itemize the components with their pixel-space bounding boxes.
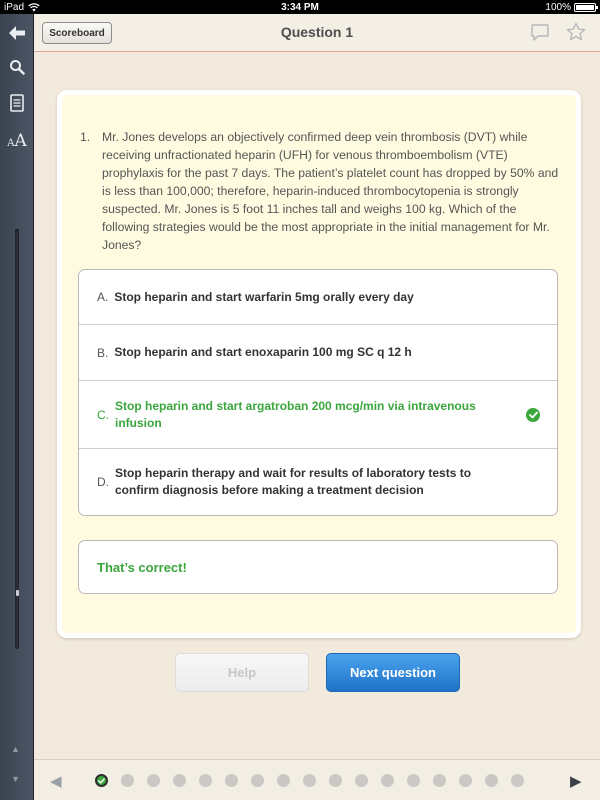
answer-letter: A. [97, 290, 109, 304]
progress-dot[interactable] [173, 774, 186, 787]
search-button[interactable] [0, 50, 34, 84]
search-icon [9, 59, 25, 75]
progress-dot[interactable] [407, 774, 420, 787]
progress-dot[interactable] [433, 774, 446, 787]
scroll-down-icon[interactable]: ▼ [11, 774, 20, 784]
scroll-up-icon[interactable]: ▲ [11, 744, 20, 754]
question-text: Mr. Jones develops an objectively confirmed deep vein thrombosis (DVT) while receiving unfractionated heparin (UFH) for venous thromboembolism (VTE) prophylaxis for the past 7 days. The patient’s platelet count has dropped by 50% and is less than 100,000; therefore, heparin-induced thrombocytopenia is strongly suspected. Mr. Jones is 5 foot 11 inches tall and weighs 100 kg. Which of the following strategies would be the most appropriate in the initial management for Mr. Jones? [102, 130, 559, 252]
progress-dot[interactable] [225, 774, 238, 787]
answer-option-c[interactable] [79, 381, 557, 449]
status-bar [0, 0, 600, 14]
font-small-label: A [7, 137, 15, 149]
progress-dot[interactable] [251, 774, 264, 787]
progress-dot[interactable] [277, 774, 290, 787]
back-button[interactable] [0, 16, 34, 50]
battery-percent: 100% [545, 1, 571, 13]
answer-letter: B. [97, 345, 109, 360]
battery-icon [574, 3, 596, 12]
answer-text: Stop heparin and start argatroban 200 mcg/min via intravenous infusion [115, 398, 476, 430]
scroll-track[interactable] [15, 229, 19, 649]
header [34, 14, 600, 52]
status-time: 3:34 PM [281, 1, 319, 13]
question-block [80, 128, 560, 254]
feedback-box [78, 540, 558, 594]
star-icon [566, 22, 586, 42]
answer-text: Stop heparin and start warfarin 5mg orally every day [114, 289, 414, 304]
progress-dot[interactable] [121, 774, 134, 787]
progress-dot[interactable] [381, 774, 394, 787]
next-arrow-icon[interactable]: ▶ [570, 773, 582, 790]
answer-letter: C. [97, 407, 109, 422]
progress-dot[interactable] [199, 774, 212, 787]
progress-dot[interactable] [329, 774, 342, 787]
status-right [545, 2, 596, 13]
answer-text: Stop heparin and start enoxaparin 100 mg SC q 12 h [114, 345, 412, 359]
question-navigator [34, 759, 600, 800]
sidebar [0, 14, 34, 800]
next-question-button[interactable]: Next question [326, 653, 460, 692]
font-size-button[interactable] [0, 124, 34, 158]
feedback-text: That’s correct! [97, 559, 187, 575]
answer-list [78, 269, 558, 516]
back-arrow-icon [8, 25, 26, 41]
progress-dot[interactable] [355, 774, 368, 787]
comment-icon [530, 22, 550, 42]
notes-button[interactable] [0, 86, 34, 120]
answer-option-b[interactable] [79, 325, 557, 381]
previous-arrow-icon[interactable]: ◀ [50, 773, 62, 790]
progress-dot[interactable] [511, 774, 524, 787]
answer-letter: D. [97, 475, 109, 489]
font-size-icon [7, 130, 27, 151]
page-title: Question 1 [280, 24, 354, 40]
progress-dot[interactable] [485, 774, 498, 787]
comment-button[interactable] [530, 22, 550, 47]
device-name: iPad [4, 1, 25, 13]
answer-option-a[interactable] [79, 270, 557, 325]
battery-fill [576, 5, 594, 10]
check-icon [526, 408, 540, 422]
answer-text: Stop heparin therapy and wait for results of laboratory tests to confirm diagnosis before making a treatment decision [115, 466, 472, 497]
notes-icon [10, 94, 24, 112]
progress-dot-answered[interactable] [95, 774, 108, 787]
font-large-label: A [14, 130, 27, 151]
answer-option-d[interactable] [79, 449, 557, 515]
scroll-thumb[interactable] [16, 590, 19, 596]
question-card [57, 90, 581, 638]
progress-dot[interactable] [459, 774, 472, 787]
favorite-button[interactable] [566, 22, 586, 47]
scoreboard-button[interactable]: Scoreboard [42, 22, 112, 44]
question-number: 1. [80, 130, 91, 144]
help-button[interactable]: Help [175, 653, 309, 692]
progress-dot[interactable] [147, 774, 160, 787]
progress-dot[interactable] [303, 774, 316, 787]
